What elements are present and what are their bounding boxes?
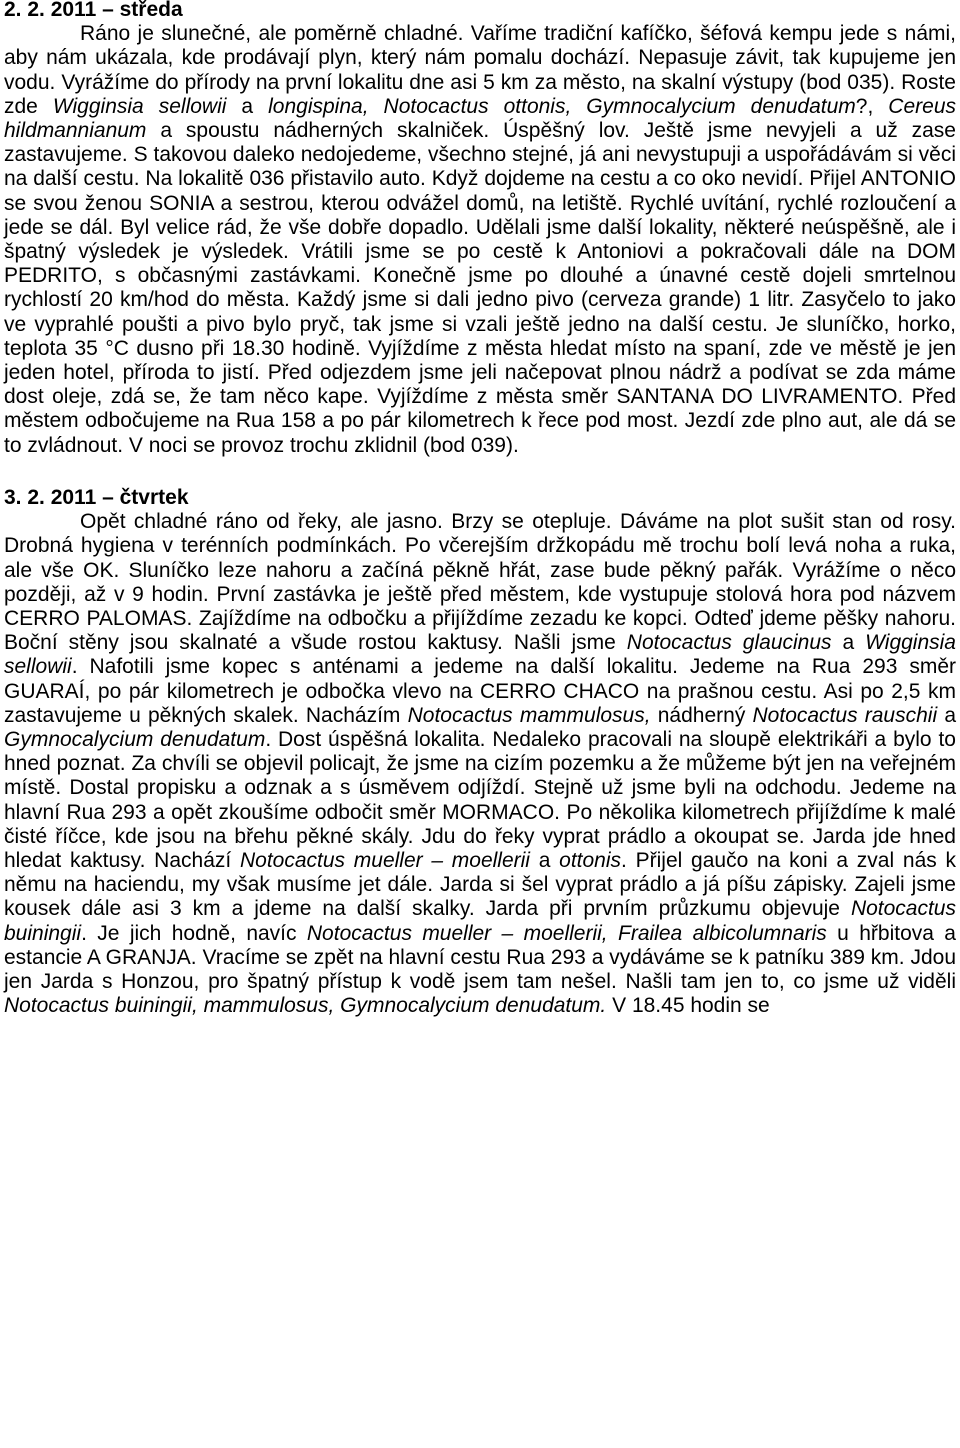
heading-day: středa (119, 0, 183, 21)
text-segment: a (226, 94, 269, 118)
day-heading (4, 0, 956, 22)
species-name: Notocactus buiningii, mammulosus, Gymnocalycium denudatum. (4, 994, 607, 1018)
heading-day: čtvrtek (119, 486, 189, 510)
heading-dash: – (96, 0, 120, 21)
species-name: Wigginsia sellowii (52, 94, 227, 118)
text-segment: a spoustu nádherných skalniček. Úspěšný lov. Ještě jsme nevyjeli a už zase zastavujeme. S takovou daleko nedojedeme, všechno stejné, já ani nevystupuji a uspořádávám si věci na další cestu. Na lokalitě 036 přistavilo auto. Když dojdeme na cestu a co oko nevidí. Přijel ANTONIO se svou ženou SONIA a sestrou, kterou odvážel domů, na letiště. Rychlé uvítání, rychlé rozloučení a jede se dál. Byl velice rád, že vše dobře dopadlo. Udělali jsme další lokality, některé neúspěšně, ale i špatný výsledek je výsledek. Vrátili jsme se po cestě k Antoniovi a pokračovali dále na DOM PEDRITO, s občasnými zastávkami. Konečně jsme po dlouhé a únavné cestě dojeli smrtelnou rychlostí 20 km/hod do města. Každý jsme si dali jedno pivo (cerveza grande) 1 litr. Zasyčelo to jako ve vyprahlé poušti a pivo bylo pryč, tak jsme si vzali ještě jedno na další cestu. Je sluníčko, horko, teplota 35 °C dusno při 18.30 hodině. Vyjíždíme z města hledat místo na spaní, zde ve městě je jen jeden hotel, příroda to jistí. Před odjezdem jsme jeli načepovat plnou nádrž a podívat se zda máme dost oleje, zdá se, že tam něco kape. Vyjíždíme z města směr SANTANA DO LIVRAMENTO. Před městem odbočujeme na Rua 158 a po pár kilometrech k řece pod most. Jezdí zde plno aut, ale dá se to zvládnout. V noci se provoz trochu zklidnil (bod 039). (4, 119, 956, 457)
heading-date: 3. 2. 2011 (4, 486, 97, 510)
text-segment: Opět chladné ráno od řeky, ale jasno. Brzy se otepluje. Dáváme na plot sušit stan od rosy. Drobná hygiena v terénních podmínkách. Po včerejším držkopádu mě trochu bolí levá noha a ruka, ale vše OK. Sluníčko leze nahoru a začíná pěkně hřát, zase bude pěkný pařák. Vyrážíme o něco později, až v 9 hodin. První zastávka je ještě před městem, kde vystupuje stolová hora pod názvem CERRO PALOMAS. Zajíždíme na odbočku a přijíždíme zezadu ke kopci. Odteď jdeme pěšky nahoru. Boční stěny jsou skalnaté a všude rostou kaktusy. Našli jsme (4, 510, 956, 655)
heading-date: 2. 2. 2011 (4, 0, 97, 21)
species-name: Notocactus mammulosus, (407, 703, 651, 727)
species-name: ottonis (559, 849, 622, 873)
day-heading (4, 486, 956, 510)
text-segment: nádherný (650, 703, 753, 727)
species-name: Notocactus buiningii (4, 897, 956, 945)
text-segment: . Přijel gaučo na koni a zval nás k němu na haciendu, my však musíme jet dále. Jarda si šel vyprat prádlo a já píšu zápisky. Zajeli jsme kousek dále asi 3 km a jdeme na další skalky. Jarda při prvním průzkumu objevuje (4, 849, 956, 921)
entry-paragraph (4, 510, 956, 1018)
species-name: Notocactus rauschii (752, 703, 938, 727)
species-name: Notocactus mueller – moellerii, Frailea albicolumnaris (306, 921, 827, 945)
text-segment: a (831, 631, 866, 655)
text-segment: Ráno je slunečné, ale poměrně chladné. Vaříme tradiční kafíčko, šéfová kempu jede s námi, aby nám ukázala, kde prodávají plyn, který nám pomalu dochází. Nepasuje závit, tak kupujeme jen vodu. Vyrážíme do přírody na první lokalitu dne asi 5 km za město, na skalní výstupy (bod 035). Roste zde (4, 22, 956, 118)
text-segment: . Dost úspěšná lokalita. Nedaleko pracovali na sloupě elektrikáři a bylo to hned poznat. Za chvíli se objevil policajt, že jsme na cizím pozemku a že můžeme být jen na veřejném místě. Dostal propisku a odznak a s úsměvem odjíždí. Stejně už jsme byli na odchodu. Jedeme na hlavní Rua 293 a opět zkoušíme odbočit směr MORMACO. Po několika kilometrech přijíždíme k malé čisté říčce, kde jsou na břehu pěkné skály. Jdu do řeky vyprat prádlo a okoupat se. Jarda jde hned hledat kaktusy. Nachází (4, 728, 956, 873)
species-name: Gymnocalycium denudatum (4, 728, 266, 752)
species-name: Wigginsia sellowii (4, 631, 956, 679)
species-name: Notocactus glaucinus (626, 631, 832, 655)
species-name: longispina, Notocactus ottonis, Gymnocalycium denudatum (268, 94, 856, 118)
heading-dash: – (96, 486, 120, 510)
text-segment: . Je jich hodně, navíc (81, 921, 307, 945)
entry-spacer (4, 458, 956, 482)
text-segment: a (937, 703, 956, 727)
species-name: Notocactus mueller – moellerii (239, 849, 530, 873)
text-segment: ?, (855, 94, 889, 118)
document-page (4, 0, 956, 1018)
text-segment: a (529, 849, 560, 873)
species-name: Cereus hildmannianum (4, 94, 956, 142)
text-segment: u hřbitova a estancie A GRANJA. Vracíme se zpět na hlavní cestu Rua 293 a vydáváme se k patníku 389 km. Jdou jen Jarda s Honzou, pro špatný přístup k vodě jsem tam nešel. Našli tam jen to, co jsme už viděli (4, 921, 956, 994)
text-segment: . Nafotili jsme kopec s anténami a jedeme na další lokalitu. Jedeme na Rua 293 směr GUARAÍ, po pár kilometrech je odbočka vlevo na CERRO CHACO na prašnou cestu. Asi po 2,5 km zastavujeme u pěkných skalek. Nacházím (4, 655, 956, 727)
text-segment: V 18.45 hodin se (606, 994, 770, 1018)
entry-paragraph (4, 22, 956, 458)
